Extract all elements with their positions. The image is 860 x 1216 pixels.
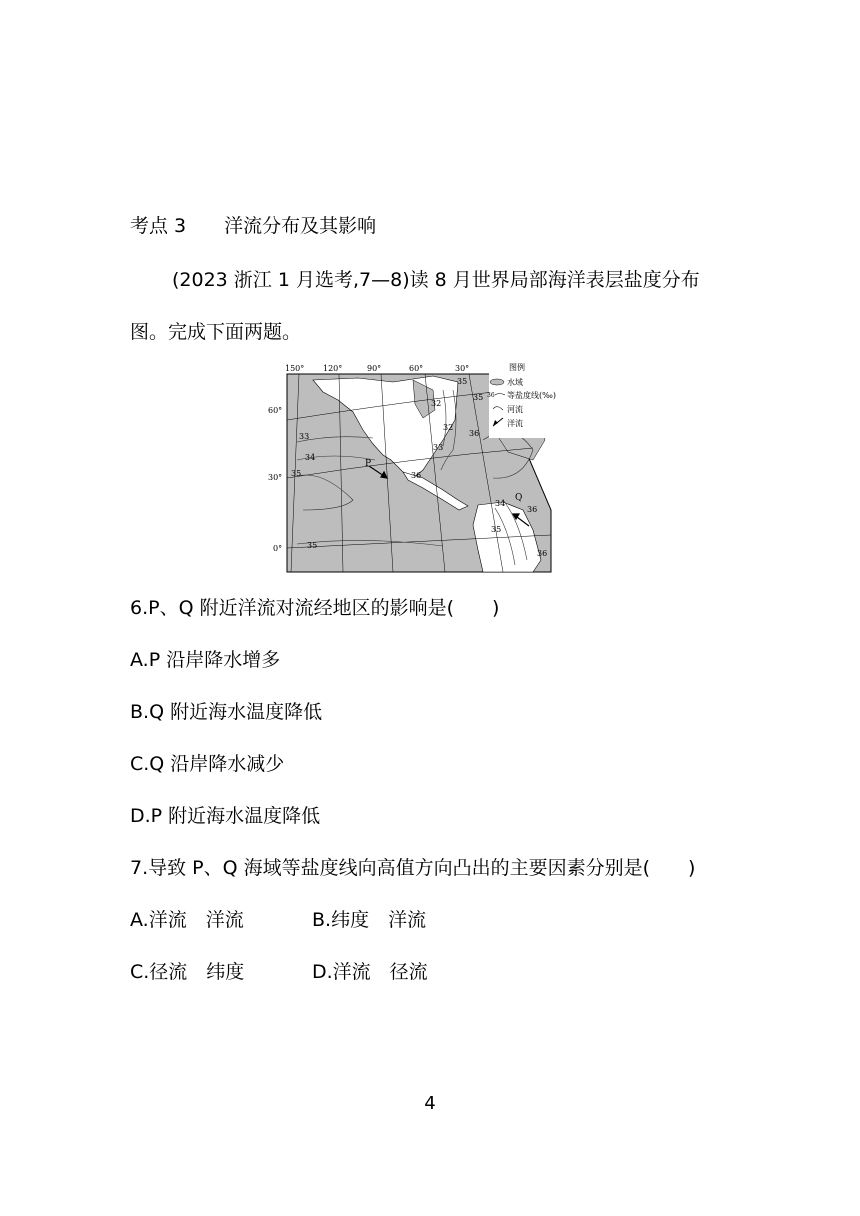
- lon-label: 60°: [409, 364, 424, 373]
- isoline-value: 36: [411, 471, 422, 480]
- question-6-option-c: C.Q 沿岸降水减少: [130, 753, 285, 775]
- question-6-option-d: D.P 附近海水温度降低: [130, 805, 321, 827]
- section-title: 考点 3 洋流分布及其影响: [130, 215, 377, 237]
- page-number: 4: [424, 1093, 436, 1114]
- point-label-q: Q: [515, 493, 523, 503]
- isoline-value: 35: [291, 469, 302, 478]
- lon-label: 30°: [455, 364, 470, 373]
- question-6-stem: 6.P、Q 附近洋流对流经地区的影响是( ): [130, 597, 500, 619]
- isoline-value: 35: [307, 541, 318, 550]
- salinity-map: [268, 360, 556, 574]
- lat-label: 60°: [268, 406, 283, 415]
- isoline-value: 35: [457, 377, 468, 386]
- legend-title: 图例: [509, 363, 525, 372]
- isoline-value: 36: [469, 429, 480, 438]
- lon-label: 90°: [367, 364, 382, 373]
- map-legend: [487, 360, 556, 438]
- isoline-value: 35: [491, 525, 502, 534]
- lon-label: 150°: [285, 364, 305, 373]
- point-label-p: P: [365, 459, 372, 469]
- legend-item: 等盐度线(‰): [507, 391, 556, 400]
- legend-item: 水域: [507, 378, 523, 387]
- question-6-option-a: A.P 沿岸降水增多: [130, 649, 281, 671]
- isoline-value: 33: [299, 432, 310, 441]
- lon-label: 120°: [323, 364, 343, 373]
- question-6-option-b: B.Q 附近海水温度降低: [130, 701, 323, 723]
- lat-label: 30°: [268, 473, 283, 482]
- intro-line-2: 图。完成下面两题。: [130, 321, 302, 343]
- isoline-value: 36: [527, 505, 538, 514]
- legend-isoline-sample: 36: [487, 392, 495, 399]
- question-7-stem: 7.导致 P、Q 海域等盐度线向高值方向凸出的主要因素分别是( ): [130, 857, 696, 879]
- lat-label: 0°: [273, 544, 283, 553]
- question-7-option-a: A.洋流 洋流: [130, 909, 244, 931]
- question-7-option-c: C.径流 纬度: [130, 961, 245, 983]
- legend-item: 洋流: [507, 419, 523, 428]
- isoline-value: 34: [305, 453, 316, 462]
- isoline-value: 32: [443, 423, 454, 432]
- isoline-value: 33: [433, 443, 444, 452]
- isoline-value: 32: [431, 399, 442, 408]
- question-7-option-d: D.洋流 径流: [312, 961, 428, 983]
- isoline-value: 36: [537, 549, 548, 558]
- question-7-option-b: B.纬度 洋流: [312, 909, 427, 931]
- isoline-value: 35: [473, 393, 484, 402]
- isoline-value: 34: [495, 499, 506, 508]
- legend-item: 河流: [507, 405, 523, 414]
- intro-line-1: (2023 浙江 1 月选考,7—8)读 8 月世界局部海洋表层盐度分布: [172, 269, 700, 291]
